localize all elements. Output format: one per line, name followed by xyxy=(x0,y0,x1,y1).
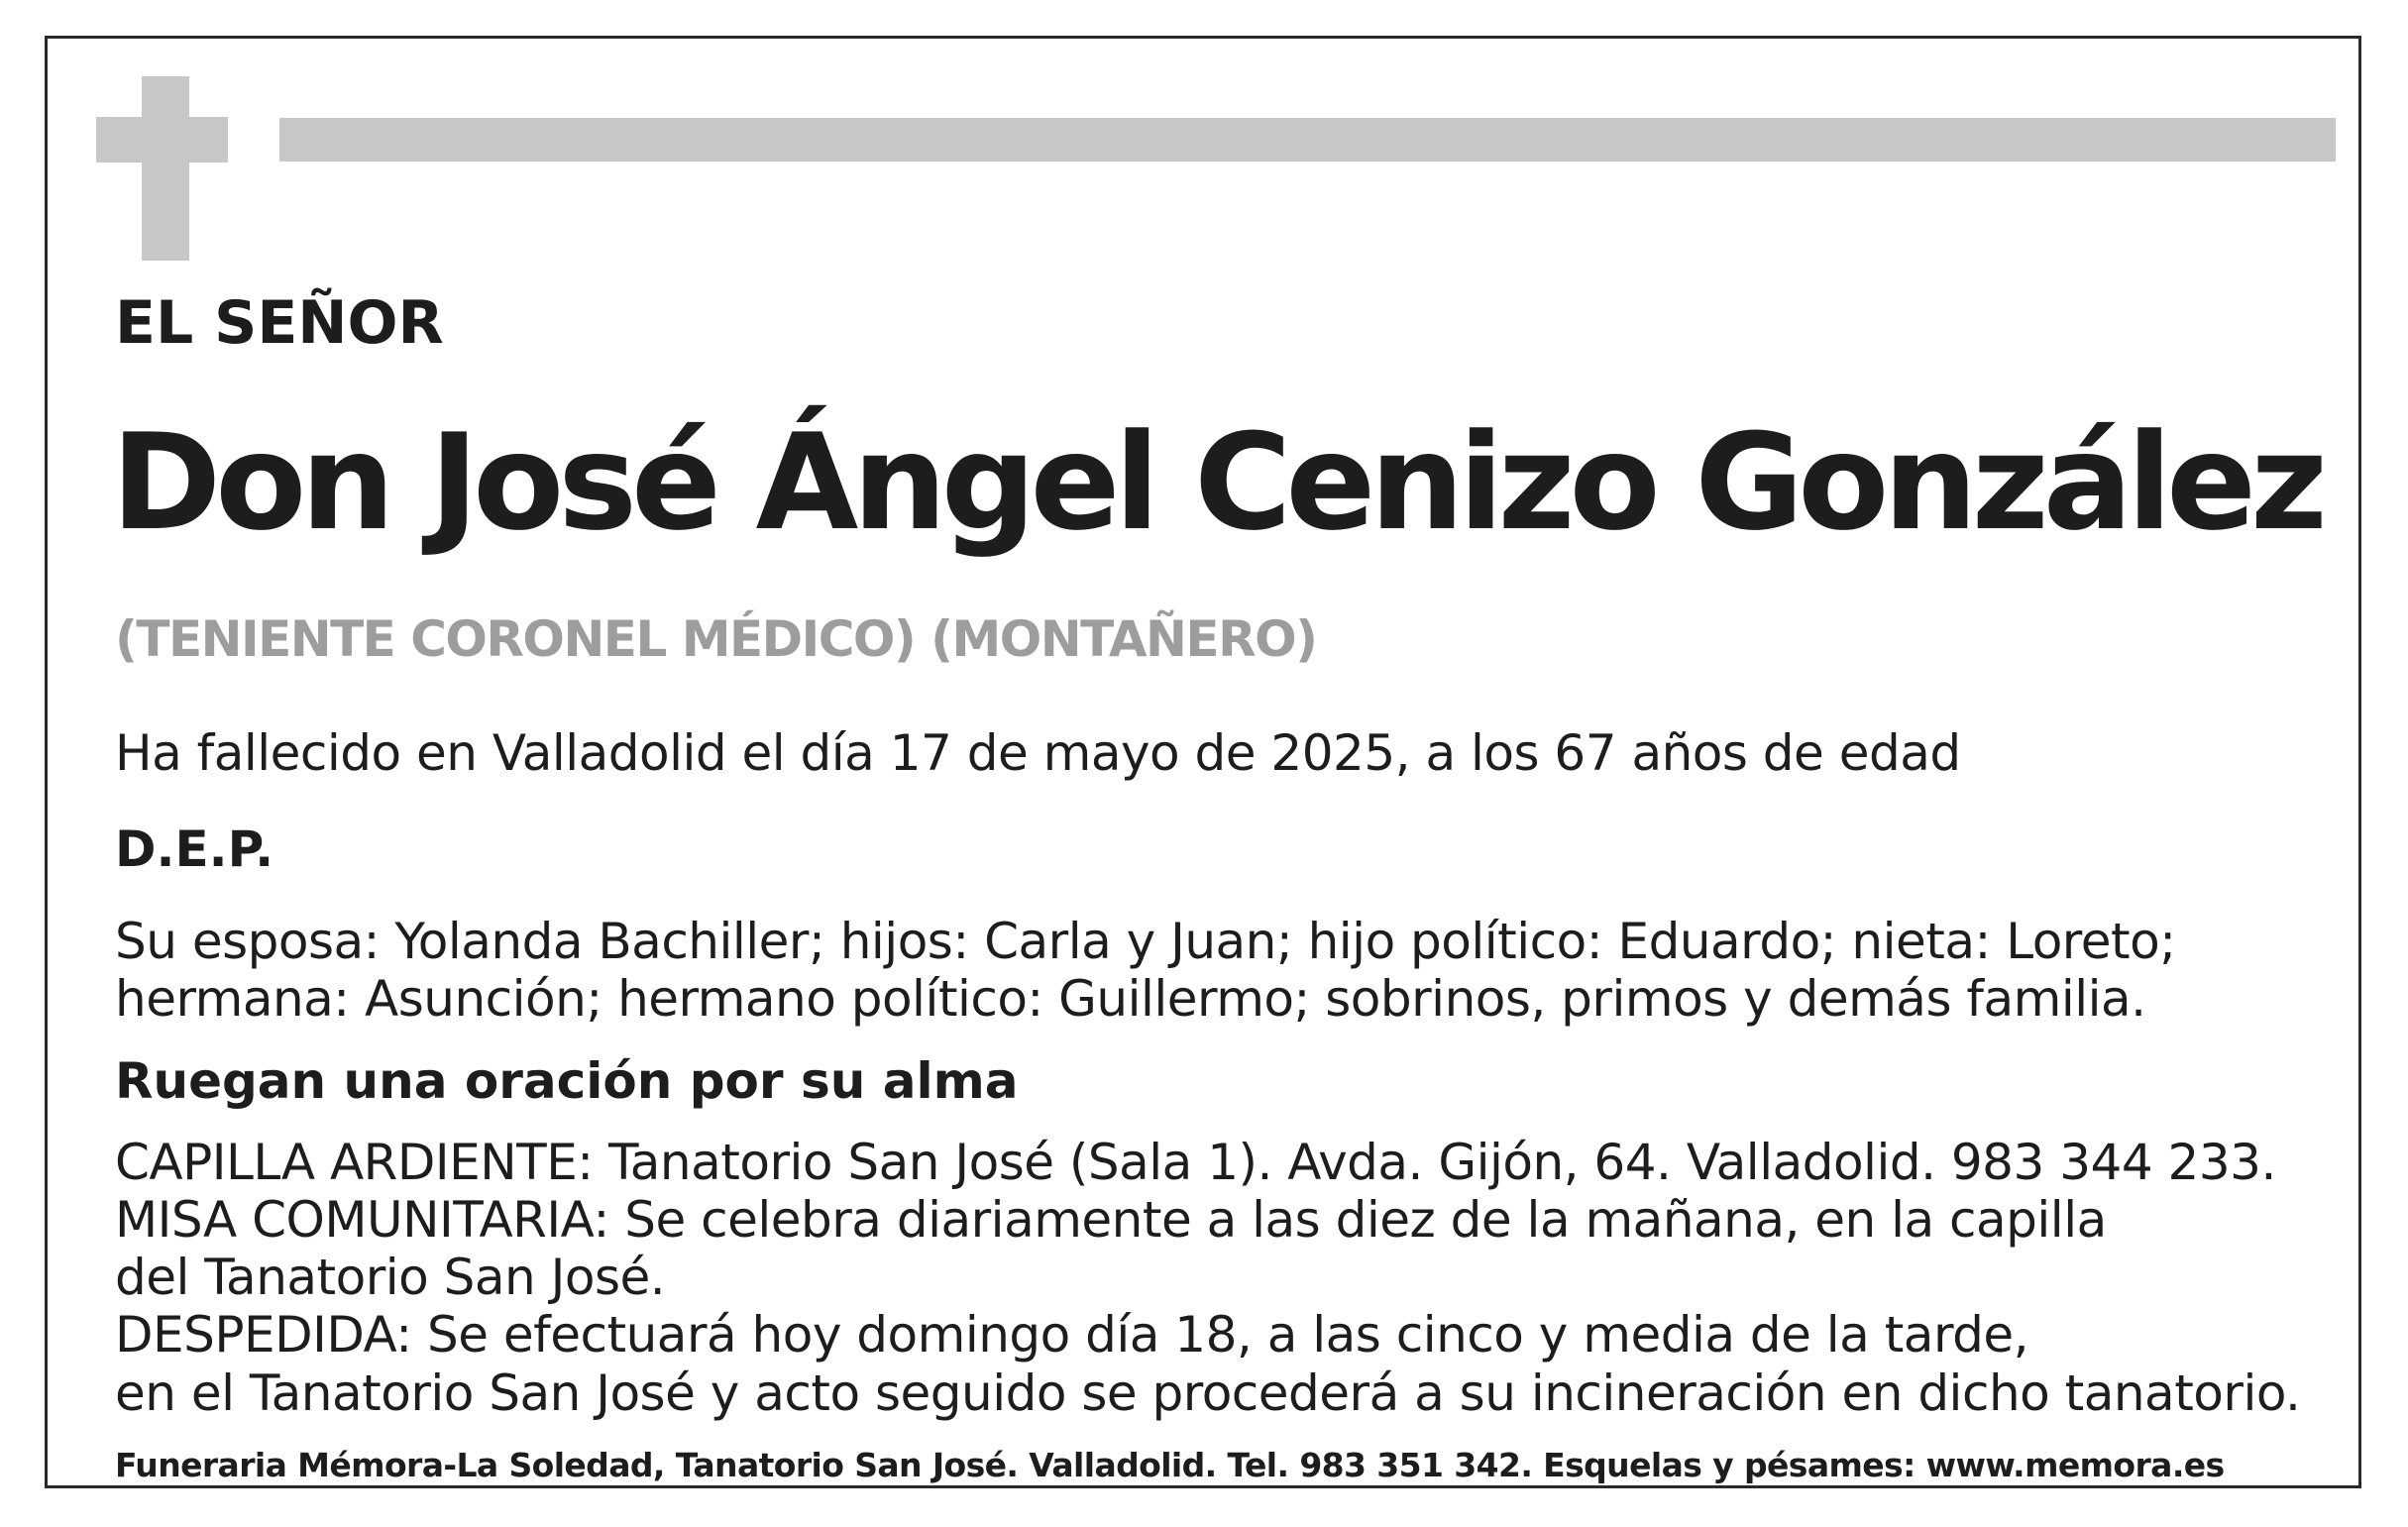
service-line-4: DESPEDIDA: Se efectuará hoy domingo día 18, a las cinco y media de la tarde, xyxy=(115,1306,2029,1363)
service-line-3: del Tanatorio San José. xyxy=(115,1249,666,1306)
service-line-2: MISA COMUNITARIA: Se celebra diariamente a las diez de la mañana, en la capilla xyxy=(115,1191,2107,1249)
cross-icon xyxy=(142,76,189,261)
family-line-1: Su esposa: Yolanda Bachiller; hijos: Carla y Juan; hijo político: Eduardo; nieta: Loreto; xyxy=(115,913,2176,970)
family-line-2: hermana: Asunción; hermano político: Guillermo; sobrinos, primos y demás familia. xyxy=(115,970,2146,1028)
deceased-name: Don José Ángel Cenizo González xyxy=(111,405,2322,560)
death-statement: Ha fallecido en Valladolid el día 17 de mayo de 2025, a los 67 años de edad xyxy=(115,724,1961,782)
title-prefix: EL SEÑOR xyxy=(115,288,444,358)
prayer-request: Ruegan una oración por su alma xyxy=(115,1052,1019,1110)
service-line-5: en el Tanatorio San José y acto seguido se procederá a su incineración en dicho tanatorio. xyxy=(115,1364,2301,1422)
header-rule xyxy=(279,118,2336,162)
dep-label: D.E.P. xyxy=(115,820,274,878)
service-line-1: CAPILLA ARDIENTE: Tanatorio San José (Sala 1). Avda. Gijón, 64. Valladolid. 983 344 233. xyxy=(115,1134,2276,1191)
funeral-home-footer: Funeraria Mémora-La Soledad, Tanatorio San José. Valladolid. Tel. 983 351 342. Esquelas y pésames: www.memora.es xyxy=(115,1446,2225,1484)
roles-subtitle: (TENIENTE CORONEL MÉDICO) (MONTAÑERO) xyxy=(115,610,1317,668)
cross-icon-arm xyxy=(96,117,228,163)
